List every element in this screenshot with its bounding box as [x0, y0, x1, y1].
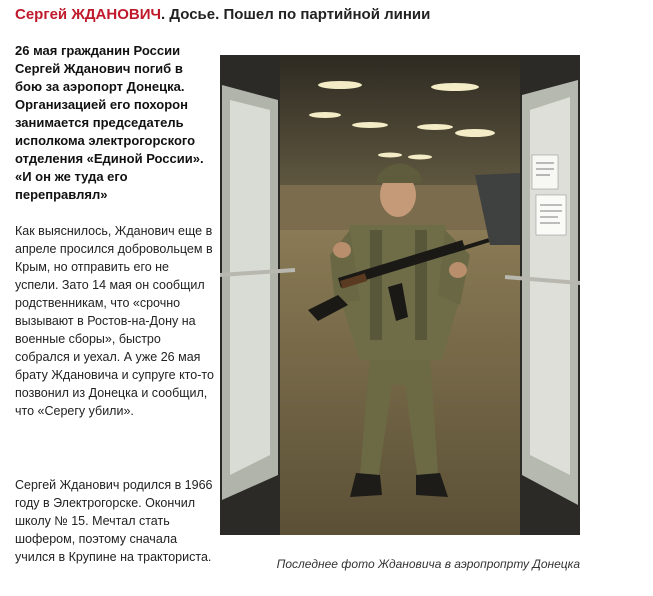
photo-caption: Последнее фото Ждановича в аэропропрту Донецка [276, 557, 580, 571]
article-paragraph-1: Как выяснилось, Жданович еще в апреле просился добровольцем в Крым, но отправить его не успели. Зато 14 мая он сообщил родственникам, что «срочно вызывают в Ростов-на-Дону на военные сборы», быстро собрался и уехал. А уже 26 мая брату Ждановича и супруге кто-то позвонил из Донецка и сообщил, что «Серегу убили». [15, 224, 214, 418]
article-photo [220, 55, 580, 535]
soldier-in-airport-image [220, 55, 580, 535]
article-lead: 26 мая гражданин России Сергей Жданович погиб в бою за аэропорт Донецка. Организацией его похорон занимается председатель исполкома электрогорского отделения «Единой России». «И он же туда его переправлял» [15, 43, 204, 202]
headline-name-link[interactable]: Сергей ЖДАНОВИЧ [15, 6, 162, 23]
article-headline [15, 6, 645, 24]
headline-title-link[interactable]: . Досье. Пошел по партийной линии [161, 6, 431, 23]
article-paragraph-2: Сергей Жданович родился в 1966 году в Электрогорске. Окончил школу № 15. Мечтал стать шофером, поэтому сначала учился в Крупине на тракториста. [15, 478, 213, 564]
